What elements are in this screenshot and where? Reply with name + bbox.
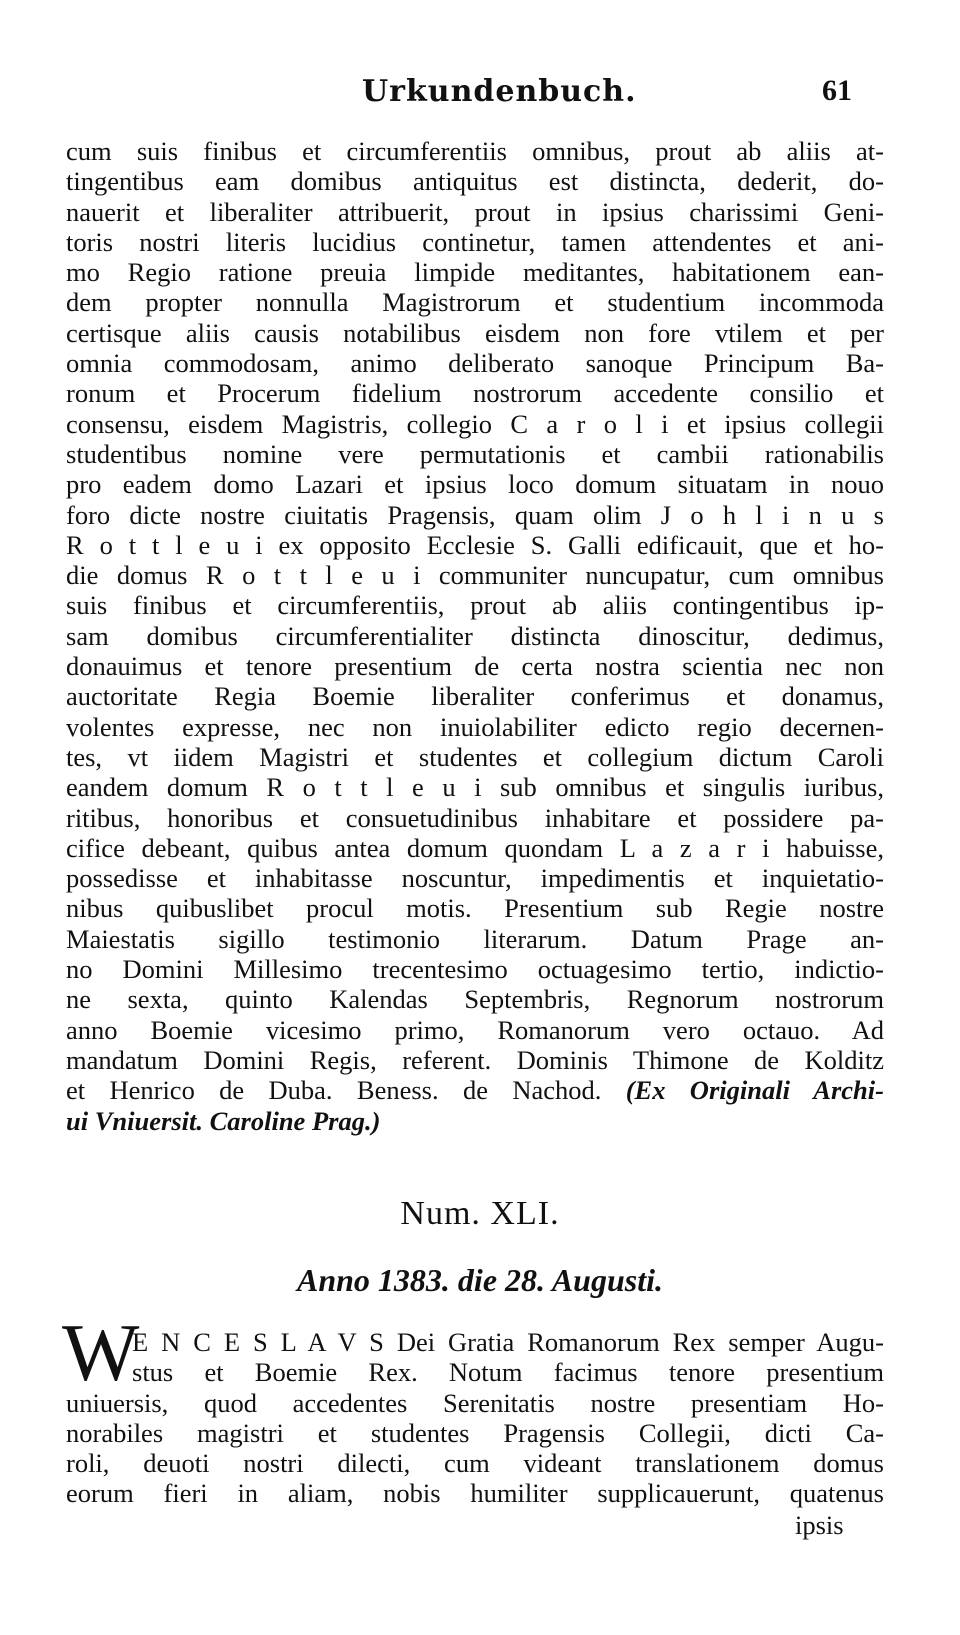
text-line: ronum et Procerum fidelium nostrorum accedente consilio et [66,378,884,409]
text-line: ne sexta, quinto Kalendas Septembris, Regnorum nostrorum [66,984,884,1015]
text-line: Maiestatis sigillo testimonio literarum. Datum Prage an- [66,923,884,954]
text-line: mo Regio ratione preuia limpide meditantes, habitationem ean- [66,257,884,288]
charter-text [66,136,884,1136]
text-line: ritibus, honoribus et consuetudinibus inhabitare et possidere pa- [66,802,884,833]
text-line: studentibus nomine vere permutationis et cambii rationabilis [66,438,884,469]
text-line: suis finibus et circumferentiis, prout ab aliis contingentibus ip- [66,590,884,621]
section-number: Num. XLI. [400,1195,560,1232]
drop-cap: W [62,1307,140,1398]
source-note-b: ui Vniuersit. Caroline Prag.) [66,1105,381,1136]
text-line: eorum fieri in aliam, nobis humiliter supplicauerunt, quatenus [66,1478,884,1509]
page-header [0,74,960,114]
text-line-main: et Henrico de Duba. Beness. de Nachod. [66,1075,626,1106]
text-line: auctoritate Regia Boemie liberaliter conferimus et donamus, [66,681,884,712]
text-line: sam domibus circumferentialiter distincta dinoscitur, dedimus, [66,620,884,651]
text-line: omnia commodosam, animo deliberato sanoque Principum Ba- [66,348,884,379]
text-line: consensu, eisdem Magistris, collegio C a r o l i et ipsius collegii [66,408,884,439]
catchword: ipsis [795,1510,844,1540]
text-line: tes, vt iidem Magistri et studentes et collegium dictum Caroli [66,741,884,772]
text-line: roli, deuoti nostri dilecti, cum videant translationem domus [66,1448,884,1479]
text-line: cifice debeant, quibus antea domum quondam L a z a r i habuisse, [66,832,884,863]
text-line: no Domini Millesimo trecentesimo octuagesimo tertio, indictio- [66,954,884,985]
text-line: mandatum Domini Regis, referent. Dominis Thimone de Kolditz [66,1044,884,1075]
text-line: eandem domum R o t t l e u i sub omnibus et singulis iuribus, [66,772,884,803]
text-line: nauerit et liberaliter attribuerit, prout in ipsius charissimi Geni- [66,196,884,227]
section-date [0,1262,960,1299]
text-line: donauimus et tenore presentium de certa nostra scientia nec non [66,651,884,682]
text-line: E N C E S L A V S Dei Gratia Romanorum Rex semper Augu- [132,1327,884,1357]
text-line: volentes expresse, nec non inuiolabiliter edicto regio decernen- [66,711,884,742]
text-line: norabiles magistri et studentes Pragensis Collegii, dicti Ca- [66,1417,884,1448]
text-line: possedisse et inhabitasse noscuntur, impedimentis et inquietatio- [66,863,884,894]
text-line: dem propter nonnulla Magistrorum et studentium incommoda [66,287,884,318]
section-date-text: Anno 1383. die 28. Augusti. [296,1262,663,1298]
second-charter-text [66,1327,884,1509]
text-line: nibus quibuslibet procul motis. Presentium sub Regie nostre [66,893,884,924]
text-line: foro dicte nostre ciuitatis Pragensis, quam olim J o h l i n u s [66,499,884,530]
running-title: Urkundenbuch. [362,74,637,109]
text-line [66,1075,884,1105]
text-line: pro eadem domo Lazari et ipsius loco domum situatam in nouo [66,469,884,500]
text-line: tingentibus eam domibus antiquitus est distincta, dederit, do- [66,166,884,197]
text-line: toris nostri literis lucidius continetur, tamen attendentes et ani- [66,226,884,257]
text-line: cum suis finibus et circumferentiis omnibus, prout ab aliis at- [66,136,884,166]
text-line: certisque aliis causis notabilibus eisdem non fore vtilem et per [66,317,884,348]
text-line: die domus R o t t l e u i communiter nuncupatur, cum omnibus [66,560,884,591]
source-note-a: (Ex Originali Archi- [625,1075,884,1106]
text-line: anno Boemie vicesimo primo, Romanorum vero octauo. Ad [66,1014,884,1045]
text-line: uniuersis, quod accedentes Serenitatis nostre presentiam Ho- [66,1387,884,1418]
text-line: stus et Boemie Rex. Notum facimus tenore presentium [132,1357,884,1388]
text-line: R o t t l e u i ex opposito Ecclesie S. Galli edificauit, que et ho- [66,529,884,560]
page-number: 61 [822,74,852,107]
